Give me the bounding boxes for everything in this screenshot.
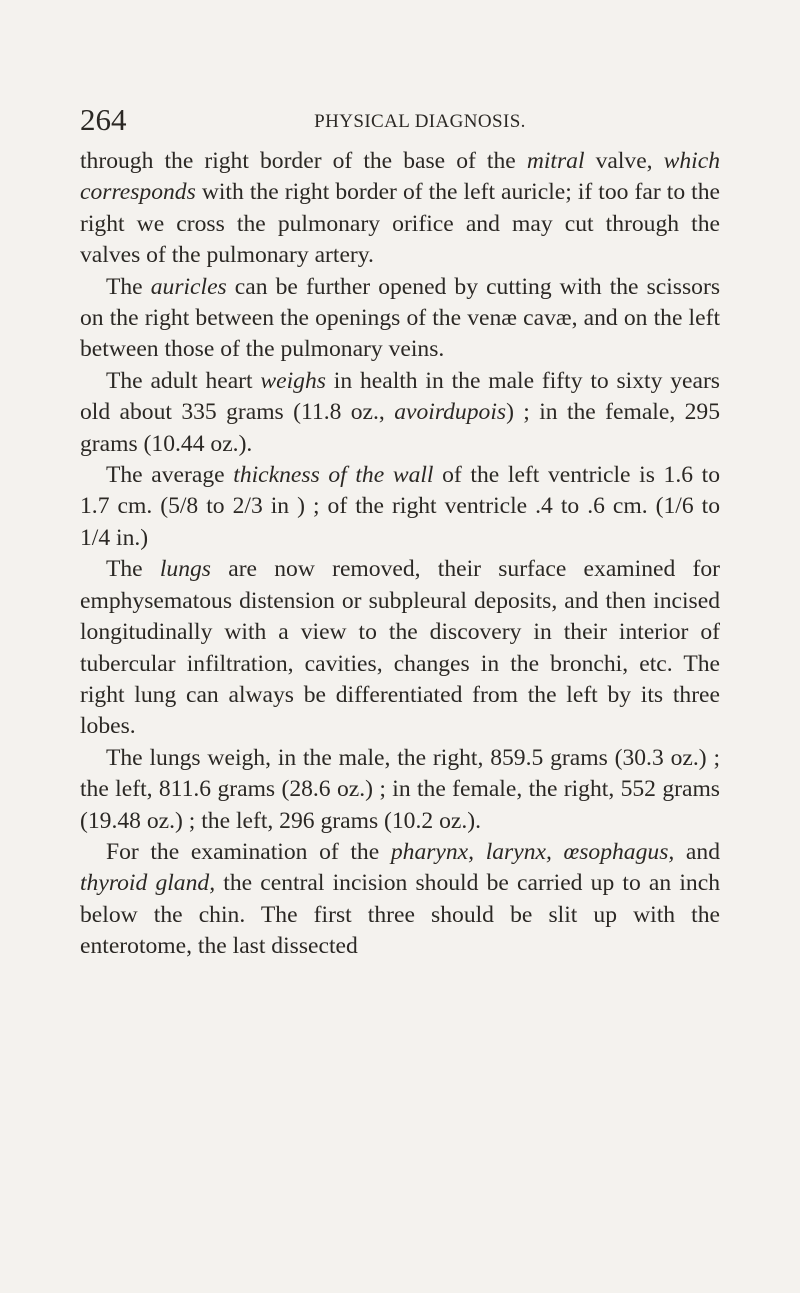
text-run: of the left ventricle is 1.6 to 1.7 cm. (5/8 to 2/3 in ) ; of the right ventricle .4 to .6 cm. (1/6 to 1/4 in.) (80, 462, 721, 551)
running-title: PHYSICAL DIAGNOSIS. (314, 111, 526, 132)
text-run: The average (105, 462, 234, 489)
paragraph (80, 837, 720, 963)
italic-term: mitral (526, 148, 585, 174)
text-run: and (674, 838, 720, 865)
body-text (80, 146, 720, 963)
paragraph (80, 743, 720, 837)
italic-term: which corresponds (80, 148, 720, 206)
running-head (80, 100, 720, 140)
italic-term: weighs (260, 367, 326, 394)
text-run: with the right border of the left auricle; if too far to the right we cross the pulmonary orifice and may cut through the valves of the pulmonary artery. (80, 179, 720, 269)
italic-term: thickness of the wall (233, 462, 434, 489)
text-run: in health in the male fifty to sixty years old about 335 grams (11.8 oz., (80, 367, 720, 426)
paragraph (80, 460, 720, 554)
page-number: 264 (80, 102, 127, 137)
text-run: The lungs weigh, in the male, the right, 859.5 grams (30.3 oz.) ; the left, 811.6 grams (28.6 oz.) ; in the female, the right, 552 grams (19.48 oz.) ; the left, 296 grams (10.2 oz.). (80, 744, 720, 834)
text-run: The adult heart (105, 367, 261, 394)
italic-term: avoirdupois (394, 399, 507, 426)
text-run: ) ; in the female, 295 grams (10.44 oz.). (80, 399, 720, 457)
italic-term: thyroid gland, (80, 870, 216, 897)
text-run: The (105, 273, 151, 300)
text-run: The (105, 556, 160, 583)
text-run: the central incision should be carried up to an inch below the chin. The first three should be slit up with the enterotome, the last dissected (80, 870, 720, 960)
paragraph (80, 366, 720, 460)
italic-term: pharynx, larynx, œsophagus, (390, 838, 675, 865)
italic-term: lungs (159, 556, 211, 583)
paragraph (80, 554, 720, 742)
paragraph (80, 146, 720, 272)
text-run: valve, (584, 148, 664, 174)
text-run: are now removed, their surface examined for emphysematous distension or subpleural deposits, and then incised longitudinally with a view to the discovery in their interior of tubercular infiltration, cavities, changes in the bronchi, etc. The right lung can always be differentiated from the left by its three lobes. (80, 556, 720, 740)
text-run: For the examination of the (105, 838, 391, 865)
italic-term: auricles (150, 273, 227, 300)
paragraph (80, 272, 720, 366)
text-run: can be further opened by cutting with the scissors on the right between the openings of the venæ cavæ, and on the left between those of the pulmonary veins. (80, 273, 720, 363)
text-run: through the right border of the base of the (80, 148, 527, 174)
